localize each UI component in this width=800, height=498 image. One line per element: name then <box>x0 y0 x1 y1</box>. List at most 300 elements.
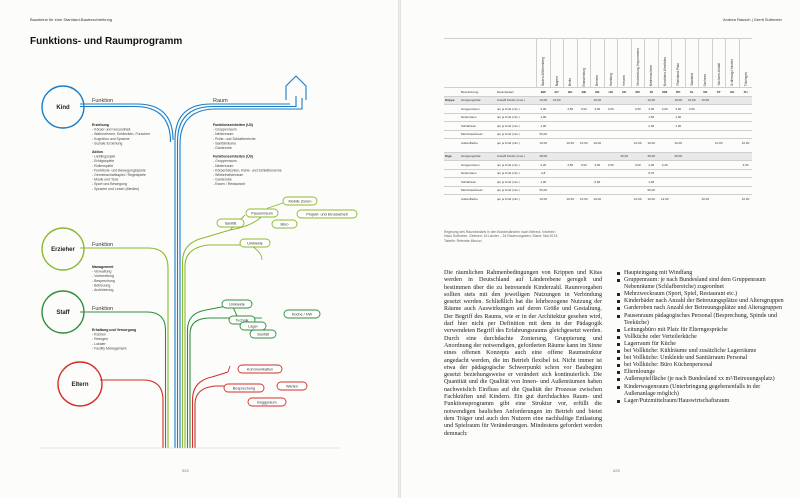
table-cell: 10,00 <box>712 139 726 147</box>
table-cell <box>550 186 564 195</box>
table-cell: 10,00 <box>591 96 605 105</box>
requirement-item: Elternlounge <box>617 369 789 376</box>
table-cell <box>712 195 726 203</box>
erzieher-function-heading: Management <box>92 265 114 269</box>
svg-text:Erzieher: Erzieher <box>51 247 75 253</box>
table-cell: 10,00 <box>645 139 659 147</box>
kind-function-item: - Soziale Erziehung <box>92 141 123 146</box>
circle-erzieher <box>42 228 84 270</box>
table-cell <box>699 130 713 139</box>
table-cell <box>658 122 672 131</box>
table-cell: 10,00 <box>577 139 591 147</box>
table-cell <box>618 195 632 203</box>
table-cell <box>550 178 564 187</box>
erzieher-function-item: - Verwaltung <box>92 269 112 274</box>
table-cell <box>672 195 686 203</box>
table-cell: 1,00 <box>672 113 686 122</box>
table-cell: 1,00 <box>537 122 551 131</box>
table-cell <box>618 139 632 147</box>
table-cell: 2,20 <box>658 161 672 170</box>
erzieher-function-item: - Besprechung <box>92 278 115 283</box>
table-cell <box>618 96 632 105</box>
table-cell <box>685 161 699 170</box>
table-corner <box>496 39 537 88</box>
table-cell <box>672 178 686 187</box>
state-code: RP <box>672 88 686 97</box>
circle-kind <box>42 86 84 128</box>
table-cell <box>739 113 752 122</box>
table-row: Kiga Gruppengröße Anzahl Kinder (max.) 28,00 20,00 25,00 25,00 <box>444 152 752 161</box>
table-row: Mehrzweckraum qm je Kind (min.) 50,00 50,00 <box>444 186 752 195</box>
eltern-room-pill-label: Warten <box>285 384 299 389</box>
table-cell <box>604 195 618 203</box>
table-cell <box>739 122 752 131</box>
table-cell <box>712 122 726 131</box>
raumbedarf-header: Raumbedarf <box>496 88 537 97</box>
table-cell <box>699 105 713 114</box>
table-cell <box>685 195 699 203</box>
requirement-item: Vollküche oder Verteilerküche <box>617 334 789 341</box>
table-cell <box>726 122 740 131</box>
table-cell: 1,00 <box>537 178 551 187</box>
table-cell <box>712 105 726 114</box>
table-cell <box>604 169 618 178</box>
table-cell: 3,50 <box>631 105 645 114</box>
circle-staff <box>42 291 84 333</box>
table-cell: 3,50 <box>577 105 591 114</box>
table-cell <box>618 161 632 170</box>
requirement-item: Haupteingang mit Windfang <box>617 270 789 277</box>
table-row: Nebenraum qm je Kind (min.) 1,00 1,50 1,00 <box>444 113 752 122</box>
kind-room-item: - Sanitärräume <box>213 141 237 146</box>
erzieher-function-item: - Vorbereitung <box>92 274 114 279</box>
table-cell <box>631 122 645 131</box>
erzieher-room-pill-label: Pausenraum <box>251 211 273 216</box>
requirement-item: Mehrzweckraum (Sport, Spiel, Restaurant etc.) <box>617 291 789 298</box>
kind-function-item: - Funktions- und Bewegungsspiele <box>92 168 146 173</box>
state-column-header: Saarland <box>685 39 699 88</box>
table-cell: 4,50 <box>564 105 578 114</box>
table-cell <box>564 96 578 105</box>
kind-room-item: - Essen / Restaurant <box>213 182 245 187</box>
table-cell <box>577 113 591 122</box>
table-cell: 2,60 <box>739 161 752 170</box>
state-code: SH <box>726 88 740 97</box>
state-column-header: Rheinland-Pfalz <box>672 39 686 88</box>
table-cell <box>618 178 632 187</box>
table-cell: 50,00 <box>645 186 659 195</box>
table-cell: 4,50 <box>564 161 578 170</box>
table-cell: 25,00 <box>645 152 659 161</box>
kind-room-item: - Nebenraum <box>213 132 234 137</box>
table-row: Gruppenraum qm je Kind (min.) 2,20 4,50 3,50 3,00 2,50 3,00 2,00 2,20 2,60 <box>444 161 752 170</box>
kind-room-item: - Körperbetonten, Ruhe- und Schlafbereiche <box>213 168 282 173</box>
table-row: Schlafraum qm je Kind (min.) 1,00 0,60 1,00 <box>444 178 752 187</box>
kind-room-item: - Nebenraum <box>213 163 234 168</box>
table-cell <box>604 130 618 139</box>
table-cell: 0,8 <box>537 169 551 178</box>
svg-text:Staff: Staff <box>56 310 70 316</box>
table-cell <box>712 152 726 161</box>
requirement-item: Außenspielfläche (je nach Bundesland xx m²/Betreuungsplatz) <box>617 376 789 383</box>
kind-room-item: - Winkelnebenraum <box>213 173 244 177</box>
table-cell: 10,00 <box>577 195 591 203</box>
state-code: BE <box>564 88 578 97</box>
table-cell <box>685 152 699 161</box>
table-cell <box>618 169 632 178</box>
state-column-header: Brandenburg <box>577 39 591 88</box>
kind-function-item: - Lieblingsspiel <box>92 154 116 159</box>
table-row: Schlafraum qm je Kind (min.) 1,00 2,00 1,00 <box>444 122 752 131</box>
table-cell <box>604 139 618 147</box>
table-cell: 10,00 <box>672 96 686 105</box>
table-cell <box>739 186 752 195</box>
table-cell <box>577 152 591 161</box>
staff-function-list <box>92 328 136 350</box>
table-cell <box>550 152 564 161</box>
state-column-header: Bremen <box>591 39 605 88</box>
table-cell <box>726 113 740 122</box>
table-cell <box>604 152 618 161</box>
table-cell <box>685 169 699 178</box>
table-cell: 10,00 <box>537 96 551 105</box>
table-cell <box>739 105 752 114</box>
kind-function-item: - Sport und Bewegung <box>92 182 127 187</box>
table-cell <box>699 139 713 147</box>
table-cell: 10,00 <box>564 195 578 203</box>
table-cell: 10,00 <box>591 139 605 147</box>
eltern-room-pill-label: Kommunikation <box>246 367 274 372</box>
staff-funktion-label: Funktion <box>92 306 114 312</box>
table-cell: 3,00 <box>591 161 605 170</box>
table-cell <box>699 169 713 178</box>
state-column-header: Hamburg <box>604 39 618 88</box>
table-cell <box>712 169 726 178</box>
table-cell <box>672 186 686 195</box>
table-cell: 3,00 <box>537 105 551 114</box>
table-corner <box>444 39 460 88</box>
table-cell <box>604 178 618 187</box>
staff-function-item: - Lokaler <box>92 341 106 346</box>
state-column-header: Hessen <box>618 39 632 88</box>
state-column-header: Baden-Württemberg <box>537 39 551 88</box>
table-cell <box>550 195 564 203</box>
table-cell <box>591 122 605 131</box>
table-cell <box>604 122 618 131</box>
bezeichnung-header: Bezeichnung <box>460 88 496 97</box>
table-cell <box>672 169 686 178</box>
table-cell <box>726 139 740 147</box>
table-row: Außenfläche qm je Kind (min.) 10,00 10,00 10,00 10,00 10,00 10,00 10,00 10,00 10,00 <box>444 139 752 147</box>
table-cell <box>699 122 713 131</box>
table-cell: 10,00 <box>631 195 645 203</box>
kind-room-item: - Garderobe <box>213 177 232 182</box>
table-cell: 10,00 <box>699 96 713 105</box>
table-cell <box>658 178 672 187</box>
table-cell <box>591 152 605 161</box>
table-cell <box>577 130 591 139</box>
body-paragraph: Die räumlichen Rahmenbedingungen von Krippen und Kitas werden in Deutschland auf Länderebene geregelt und bestimmen über die zu betreuende Kinderzahl. Raumvorgaben sollten stets mit den jeweiligen Nutzungen in Verbindung gesetzt werden. Schließlich hat die lehrbezogene Nutzung der Räume auch Auswirkungen auf deren Größe und Gestaltung. Der Begriff des Raums, wie er in der Architektur gesehen wird, darf hier nicht per Definition mit dem in der Pädagogik verwendeten Begriff des Erfahrungsraums gleichgesetzt werden. Durch eine durchdachte Zonierung, Gruppierung und Anordnung der notwendigen, geforderten Räume kann im Sinne eines offenen Konzepts auch eine offene Raumstruktur angedacht werden, die im Betrieb flexibel ist. Nicht immer ist etwa der pädagogische Schwerpunkt schon vor Baubeginn gesetzt beziehungsweise er verändert sich kontinuierlich. Die Quantität und die Qualität von Innen- und Außenräumen haben nachweislich Einfluss auf die Qualität der Prozesse zwischen Fachkräften und Kindern. Ein gut durchdachtes Raum- und Funktionsprogramm gibt eine Struktur vor, erfüllt die notwendigen baulichen Anforderungen im Betrieb und bietet dem Träger und auch den Nutzern eine nachhaltige Entlastung und Spielraum für Veränderungen. Mindestens gefordert werden demnach: <box>444 270 602 437</box>
erzieher-function-list <box>92 265 115 292</box>
erzieher-funktion-label: Funktion <box>92 242 114 248</box>
table-cell <box>591 169 605 178</box>
table-cell: 3,00 <box>672 105 686 114</box>
table-cell <box>550 161 564 170</box>
page-number-right: 025 <box>613 468 620 473</box>
running-header-left: Bausteine für eine Standard-Baubeschreibung <box>30 17 113 22</box>
table-cell <box>685 139 699 147</box>
state-code: BY <box>550 88 564 97</box>
eltern-room-pill-label: Besprechung <box>232 386 256 391</box>
table-cell: 3,50 <box>577 161 591 170</box>
requirement-item: Gruppenraum: je nach Bundesland sind dem Gruppenraum Nebenräume (Schlafbereiche) zugeordnet <box>617 277 789 291</box>
kind-function-list <box>92 123 150 191</box>
state-column-header: Mecklenburg-Vorpommern <box>631 39 645 88</box>
requirement-item: Lagerraum für Küche <box>617 341 789 348</box>
state-column-header: Sachsen <box>699 39 713 88</box>
table-cell: 10,00 <box>645 195 659 203</box>
table-cell <box>577 96 591 105</box>
table-cell <box>685 122 699 131</box>
table-cell <box>739 96 752 105</box>
table-cell <box>577 122 591 131</box>
table-row: Mehrzweckraum qm je Kind (min.) 50,00 <box>444 130 752 139</box>
kind-room-heading: Funktionseinheiten (U3) <box>213 123 253 127</box>
state-requirements-table <box>444 38 752 208</box>
table-cell <box>712 96 726 105</box>
table-cell <box>658 169 672 178</box>
table-cell: 10,00 <box>672 139 686 147</box>
table-cell <box>604 96 618 105</box>
erzieher-room-pill-label: Sanität <box>224 221 237 226</box>
state-code: HH <box>604 88 618 97</box>
state-column-header: Schleswig-Holstein <box>726 39 740 88</box>
table-cell <box>712 130 726 139</box>
requirement-item: Kinderwagenraum (Unterbringung gegebenenfalls in der Außenanlage möglich) <box>617 384 789 398</box>
staff-room-pill-label: Technik <box>235 318 249 323</box>
table-cell: 1,00 <box>672 122 686 131</box>
table-cell <box>672 130 686 139</box>
left-page <box>0 0 398 498</box>
function-room-diagram <box>0 0 398 498</box>
state-code: ST <box>712 88 726 97</box>
table-cell: 3,00 <box>685 105 699 114</box>
kind-room-list <box>213 123 282 186</box>
table-cell <box>631 169 645 178</box>
table-cell <box>564 169 578 178</box>
table-cell <box>712 186 726 195</box>
table-cell: 10,00 <box>550 96 564 105</box>
staff-room-pill-label: Küche / HW <box>291 312 313 317</box>
state-code: HB <box>591 88 605 97</box>
table-cell: 2,20 <box>537 161 551 170</box>
table-cell <box>685 130 699 139</box>
table-cell <box>699 178 713 187</box>
kind-room-heading: Funktionseinheiten (Ü3) <box>213 154 253 159</box>
table-cell <box>631 130 645 139</box>
staff-function-item: - Reinigen <box>92 337 108 342</box>
table-row: Nebenraum qm je Kind (min.) 0,8 0,70 <box>444 169 752 178</box>
page-title: Funktions- und Raumprogramm <box>30 36 183 47</box>
table-cell <box>550 169 564 178</box>
staff-function-item: - Küchen <box>92 332 107 337</box>
kind-room-item: - Ruhe- und Schlafbereiche <box>213 136 256 141</box>
kind-function-item: - Sprache und Lesen (Medien) <box>92 186 140 191</box>
state-column-header: Bayern <box>550 39 564 88</box>
table-cell <box>658 139 672 147</box>
table-cell: 2,00 <box>658 105 672 114</box>
svg-text:Eltern: Eltern <box>71 382 89 388</box>
table-cell <box>591 113 605 122</box>
table-cell: 12,00 <box>645 96 659 105</box>
running-header-right: Andrea Rausch | Gerrit Suttmeier <box>722 17 782 22</box>
erzieher-room-pill-label: Büro <box>280 222 289 227</box>
kind-funktion-label: Funktion <box>92 98 114 104</box>
table-cell <box>564 186 578 195</box>
kind-function-item: - Körper und Gesundheit <box>92 127 131 132</box>
requirement-item: Garderoben nach Anzahl der Betreuungsplätze und Altersgruppen <box>617 305 789 312</box>
table-cell <box>550 113 564 122</box>
staff-function-item: - Facility Management <box>92 346 127 351</box>
table-cell: 10,00 <box>537 195 551 203</box>
table-cell: 50,00 <box>537 130 551 139</box>
table-cell <box>564 130 578 139</box>
table-cell <box>550 122 564 131</box>
staff-room-pill-label: Lager <box>248 324 258 329</box>
table-cell: 10,00 <box>631 139 645 147</box>
table-cell: 3,00 <box>604 105 618 114</box>
table-cell: 3,00 <box>631 161 645 170</box>
table-cell <box>699 113 713 122</box>
table-cell <box>618 113 632 122</box>
table-cell: 2,00 <box>645 161 659 170</box>
table-cell: 20,00 <box>618 152 632 161</box>
svg-text:Kind: Kind <box>56 105 70 111</box>
table-cell <box>550 130 564 139</box>
table-cell <box>604 113 618 122</box>
state-column-header: Nordrhein-Westfalen <box>658 39 672 88</box>
requirement-item: Pausenraum pädagogisches Personal (Besprechung, Spinde und Teeküche) <box>617 313 789 327</box>
table-cell: 10,00 <box>537 139 551 147</box>
kind-raum-label: Raum <box>213 98 228 104</box>
kind-function-item: - Wahrnehmen, Entdecken, Forschen <box>92 132 151 137</box>
table-cell: 0,60 <box>591 178 605 187</box>
table-cell <box>658 130 672 139</box>
table-cell <box>564 178 578 187</box>
table-cell <box>712 178 726 187</box>
table-cell <box>726 130 740 139</box>
table-cell <box>591 186 605 195</box>
table-cell: 50,00 <box>537 186 551 195</box>
table-cell: 2,00 <box>645 122 659 131</box>
table-cell <box>712 161 726 170</box>
table-cell <box>699 161 713 170</box>
kind-function-heading: Aktion <box>92 150 103 154</box>
table-cell <box>550 105 564 114</box>
table-cell <box>577 169 591 178</box>
requirements-list <box>617 270 789 405</box>
table-cell <box>739 169 752 178</box>
table-cell <box>631 178 645 187</box>
state-code: MV <box>631 88 645 97</box>
table-cell <box>685 178 699 187</box>
state-column-header: Niedersachsen <box>645 39 659 88</box>
circle-eltern <box>58 362 102 406</box>
state-code: TH <box>739 88 752 97</box>
table-cell <box>726 105 740 114</box>
kind-function-item: - Kognition und Sprache <box>92 136 130 141</box>
table-cell <box>699 152 713 161</box>
state-code: SL <box>685 88 699 97</box>
table-cell: 2,50 <box>604 161 618 170</box>
table-cell <box>658 96 672 105</box>
table-corner <box>460 39 496 88</box>
table-source-note: Regelung des Raumbedarfs in den Bundesländern nach Betreut, Infothek / Haus Suttmeier. Gelesen: 16 Länder – 16 Raumvorgaben; Stand: Mai 2013; Tabelle: Referate Minsun <box>444 230 559 243</box>
state-code: HE <box>618 88 632 97</box>
table-cell <box>726 169 740 178</box>
table-cell <box>618 122 632 131</box>
table-cell: 10,00 <box>564 139 578 147</box>
table-cell <box>564 113 578 122</box>
table-cell <box>739 130 752 139</box>
page-number-left: 024 <box>182 468 189 473</box>
kind-room-item: - Garderobe <box>213 146 232 150</box>
state-code: SN <box>699 88 713 97</box>
state-column-header: Thüringen <box>739 39 752 88</box>
table-cell <box>726 152 740 161</box>
requirement-item: bei Vollküche: Kühlräume und zusätzliche Lagerräume <box>617 348 789 355</box>
table-cell: 10,00 <box>739 139 752 147</box>
state-code: BB <box>577 88 591 97</box>
state-code: BW <box>537 88 551 97</box>
table-cell <box>618 186 632 195</box>
table-cell <box>726 195 740 203</box>
table-cell <box>631 113 645 122</box>
table-cell: 10,00 <box>591 195 605 203</box>
table-cell <box>658 152 672 161</box>
table-cell <box>631 186 645 195</box>
table-cell <box>658 186 672 195</box>
staff-room-pill-label: Sanität <box>257 332 269 337</box>
table-cell: 10,00 <box>685 96 699 105</box>
erzieher-room-pill-label: Umkleide <box>247 241 263 246</box>
table-cell <box>726 178 740 187</box>
table-cell <box>550 139 564 147</box>
table-cell <box>564 152 578 161</box>
erzieher-room-pill-label: Mobile Zonen <box>288 199 312 204</box>
erzieher-function-item: - Archivierung <box>92 288 114 292</box>
table-cell: 3,00 <box>591 105 605 114</box>
table-cell <box>672 161 686 170</box>
table-cell <box>739 178 752 187</box>
table-cell: 3,00 <box>645 105 659 114</box>
table-row: Außenfläche qm je Kind (min.) 10,00 10,00 10,00 10,00 10,00 10,00 12,00 10,00 10,00 <box>444 195 752 203</box>
body-text <box>444 270 602 438</box>
table-cell: 12,00 <box>658 195 672 203</box>
table-cell: 10,00 <box>699 195 713 203</box>
table-cell: 25,00 <box>672 152 686 161</box>
table-cell <box>618 130 632 139</box>
kind-room-item: - Gruppenraum <box>213 127 237 132</box>
table-row: Krippe Gruppengröße Anzahl Kinder (max.) 10,00 10,00 10,00 12,00 10,00 10,00 10,00 <box>444 96 752 105</box>
table-cell <box>645 130 659 139</box>
table-cell <box>726 96 740 105</box>
table-cell <box>564 122 578 131</box>
requirement-item: bei Vollküche: Umkleide und Sanitärraum Personal <box>617 355 789 362</box>
table-cell <box>591 130 605 139</box>
staff-function-heading: Erhaltung und Versorgung <box>92 328 137 332</box>
table-row: Gruppenraum qm je Kind (min.) 3,00 4,50 3,50 3,00 3,00 3,50 3,00 2,00 3,00 3,00 <box>444 105 752 114</box>
